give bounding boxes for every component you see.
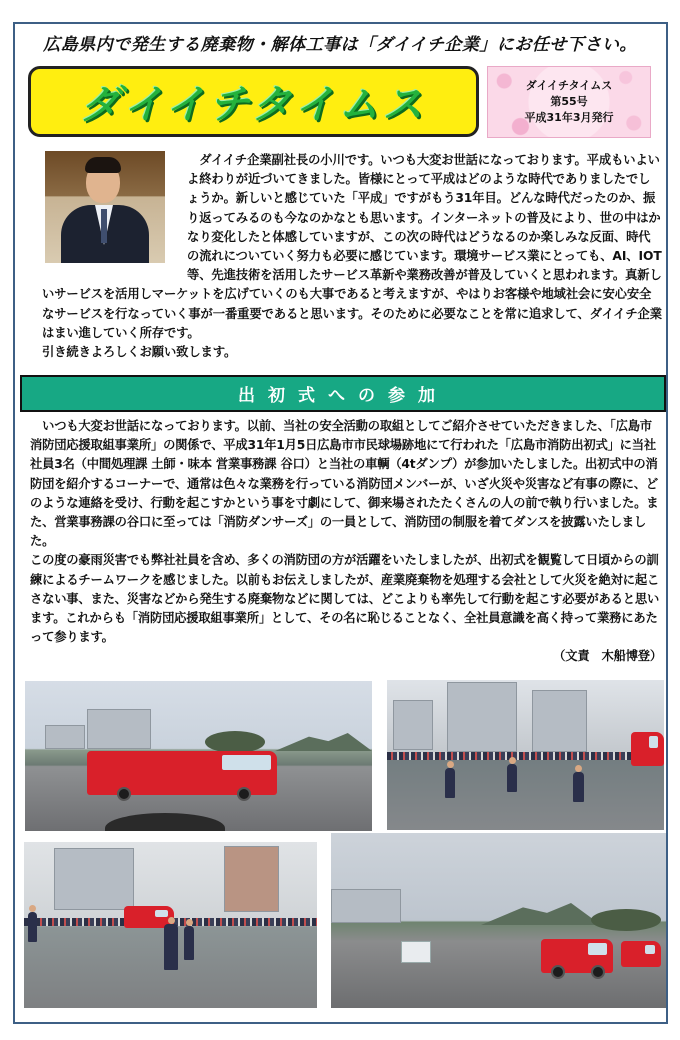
fire-truck [541, 939, 613, 973]
firefighter [184, 926, 194, 960]
firefighter [573, 772, 584, 802]
photo-trees [591, 909, 661, 931]
photo-fire-trucks-field [331, 833, 666, 1008]
spectator-heads [105, 813, 225, 831]
fire-truck [621, 941, 661, 967]
issue-name: ダイイチタイムス [525, 79, 613, 92]
photo-building [532, 690, 587, 752]
fire-truck [631, 732, 664, 766]
white-truck [401, 941, 431, 963]
photo-building [224, 846, 279, 912]
photo-building [447, 682, 517, 752]
photo-building [45, 725, 85, 749]
photo-firefighter-formation [24, 842, 317, 1008]
report-paragraph: いつも大変お世話になっております。以前、当社の安全活動の取組としてご紹介させていただきました、「広島市消防団応援取組事業所」の関係で、平成31年1月5日広島市市民球場跡地にて行われた「広島市消防出初式」に当社社員3名（中間処理課 土師・味本 営業事務課 谷口）と当社の車輌（4tダンプ）が参加いたしました。出初式中の消防団を紹介するコーナーで、通常は色々な業務を行っている消防団メンバーが、いざ火災や災害など有事の際に、どのような連絡を受け、行動を起こすかという事を寸劇にして、御来場されたたくさんの人の前で執り行いました。また、営業事務課の谷口に至っては「消防ダンサーズ」の一員として、消防団の制服を着てダンスを披露いたしました。 [30, 419, 659, 549]
issue-date: 平成31年3月発行 [524, 111, 614, 124]
issue-number: 第55号 [550, 95, 588, 108]
photo-mountain [481, 903, 601, 925]
newsletter-title-box [28, 66, 479, 137]
photo-trees [205, 731, 265, 753]
report-paragraph: この度の豪雨災害でも弊社社員を含め、多くの消防団の方が活躍をいたしましたが、出初式を観覧して日頃からの訓練によるチームワークを感じました。以前もお伝えしましたが、産業廃棄物を処理する会社として火災を絶対に起こさない事、また、災害などから発生する廃棄物などに関しては、どこよりも率先して行動を起こす必要があると思います。これからも「消防団応援取組事業所」として、その名に恥じることなく、全社員意識を高く持って業務にあたって参ります。 [30, 553, 660, 645]
photo-crowd [387, 752, 664, 760]
firefighter [164, 924, 178, 970]
tagline: 広島県内で発生する廃棄物・解体工事は「ダイイチ企業」にお任せ下さい。 [43, 35, 637, 55]
greeting-paragraph: ダイイチ企業副社長の小川です。いつも大変お世話になっております。平成もいよいよ終わりが近づいてきました。皆様にとって平成はどのような時代でありましたでしょうか。新しいと感じていた「平成」ですがもう31年目。どんな時代だったのか、振り返ってみるのも今なのかなとも思います。インターネットの普及により、世の中はかなり変化したと体感していますが、この次の時代はどうなるのか楽しみな反面、時代の流れについていく努力も必要に感じています。環境サービス業にとっても、AI、IOT等、先進技術を活用したサービス革新や業務改善が普及していくと思われます。真新しいサービスを活用しマーケットを広げていくのも大事であると考えますが、やはりお客様や地域社会に安心安全なサービスを行なっていく事が一番重要であると思います。そのために必要なことを常に追求して、ダイイチ企業はまい進していく所存です。 [42, 153, 662, 340]
photo-building [393, 700, 433, 750]
author-credit: （文責 木船博登） [553, 649, 662, 664]
photo-building [331, 889, 401, 923]
greeting-text [42, 151, 662, 362]
firefighter [28, 912, 37, 942]
photo-firefighter-dance [387, 680, 664, 830]
issue-info-box [487, 66, 651, 138]
photo-building [54, 848, 134, 910]
fire-truck [87, 751, 277, 795]
photo-fire-truck [25, 681, 372, 831]
newsletter-title: ダイイチタイムス [80, 82, 427, 128]
firefighter [445, 768, 455, 798]
report-text [30, 417, 662, 667]
photo-mountain [275, 733, 372, 751]
photo-building [87, 709, 151, 749]
firefighter [507, 764, 517, 792]
greeting-closing: 引き続きよろしくお願い致します。 [42, 345, 237, 360]
section-heading-bar [20, 375, 666, 412]
section-heading: 出初式への参加 [238, 386, 448, 406]
